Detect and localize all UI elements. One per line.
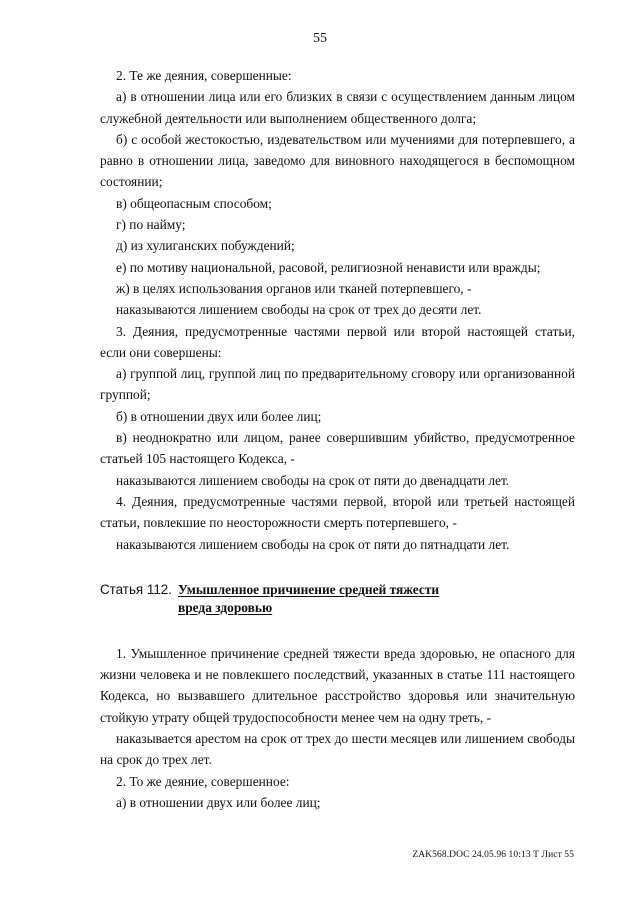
- paragraph: 3. Деяния, предусмотренные частями первой или второй настоящей статьи, если они совершены:: [100, 323, 575, 360]
- paragraph: в) неоднократно или лицом, ранее совершившим убийство, предусмотренное статьей 105 настоящего Кодекса, -: [100, 430, 575, 467]
- article-heading: [100, 581, 575, 617]
- paragraph: наказываются лишением свободы на срок от пяти до пятнадцати лет.: [116, 536, 510, 552]
- paragraph: наказываются лишением свободы на срок от трех до десяти лет.: [116, 302, 482, 318]
- paragraph: ж) в целях использования органов или тканей потерпевшего, -: [116, 280, 472, 296]
- paragraph: наказывается арестом на срок от трех до шести месяцев или лишением свободы на срок до трех лет.: [100, 731, 575, 768]
- paragraph: 2. Те же деяния, совершенные:: [116, 68, 292, 83]
- paragraph: б) в отношении двух или более лиц;: [116, 408, 322, 424]
- article-number: Статья 112.: [100, 581, 172, 597]
- paragraph: а) в отношении лица или его близких в связи с осуществлением данным лицом служебной деятельности или выполнением общественного долга;: [100, 89, 575, 126]
- paragraph: а) группой лиц, группой лиц по предварительному сговору или организованной группой;: [100, 366, 575, 403]
- article-title-line: Умышленное причинение средней тяжести: [177, 581, 440, 597]
- document-body: [100, 65, 575, 813]
- document-footer: ZAK568.DOC 24.05.96 10:13 Т Лист 55: [412, 850, 574, 860]
- paragraph: 4. Деяния, предусмотренные частями первой, второй или третьей настоящей статьи, повлекшие по неосторожности смерть потерпевшего, -: [100, 493, 575, 531]
- article-title: [178, 581, 439, 617]
- page-number: 55: [313, 31, 327, 46]
- paragraph: в) общеопасным способом;: [116, 195, 272, 211]
- paragraph: б) с особой жестокостью, издевательством или мучениями для потерпевшего, а равно в отношении лица, заведомо для виновного находящегося в беспомощном состоянии;: [100, 131, 575, 190]
- paragraph: д) из хулиганских побуждений;: [116, 238, 295, 254]
- paragraph: 2. То же деяние, совершенное:: [116, 773, 290, 789]
- paragraph: е) по мотиву национальной, расовой, религиозной ненависти или вражды;: [116, 259, 541, 275]
- paragraph: а) в отношении двух или более лиц;: [116, 794, 321, 810]
- paragraph: г) по найму;: [116, 217, 186, 233]
- paragraph: наказываются лишением свободы на срок от пяти до двенадцати лет.: [116, 472, 510, 488]
- article-title-line: вреда здоровью: [177, 599, 273, 615]
- paragraph: 1. Умышленное причинение средней тяжести вреда здоровью, не опасного для жизни человека и не повлекшего последствий, указанных в статье 111 настоящего Кодекса, но вызвавшего длительное расстройство здоровья или значительную стойкую утрату общей трудоспособности менее чем на одну треть, -: [100, 645, 575, 725]
